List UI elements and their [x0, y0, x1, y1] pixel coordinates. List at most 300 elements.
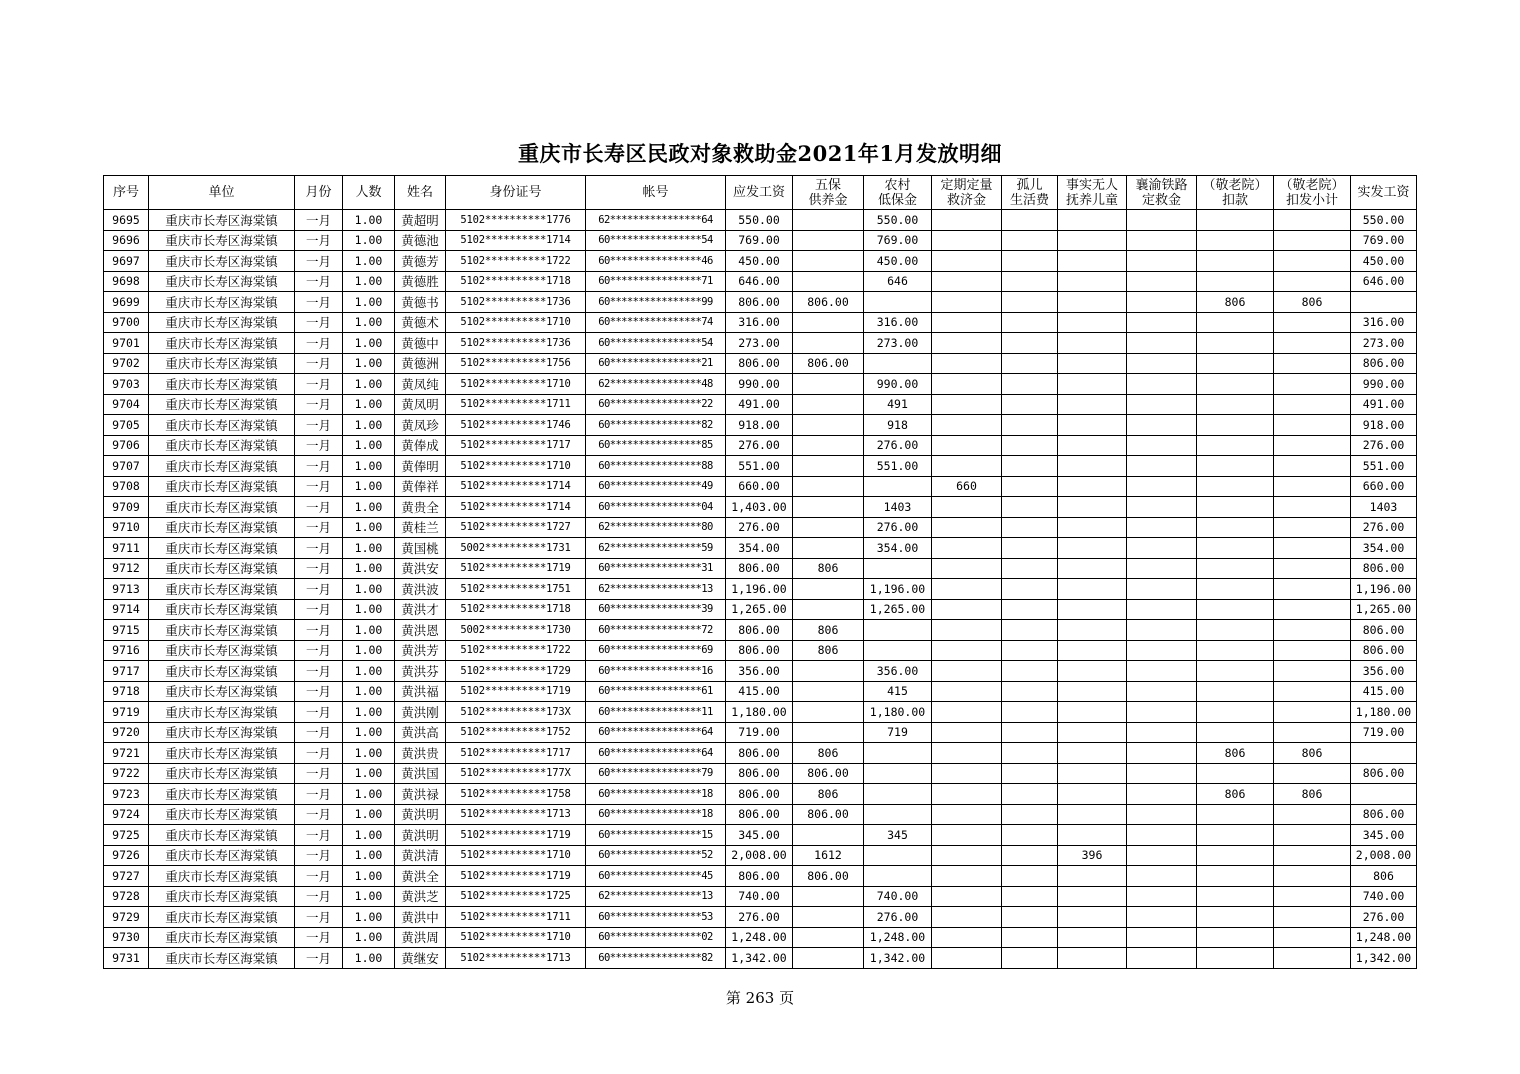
table-cell — [1127, 886, 1197, 907]
table-cell: 551.00 — [726, 456, 793, 477]
table-cell: 一月 — [295, 415, 343, 436]
table-cell — [1274, 620, 1351, 641]
table-cell — [1002, 558, 1058, 579]
table-cell — [864, 784, 932, 805]
table-cell: 9708 — [104, 476, 149, 497]
table-cell: 1,196.00 — [864, 579, 932, 600]
table-cell: 黄德芳 — [395, 251, 446, 272]
table-cell — [1058, 251, 1127, 272]
table-cell — [1197, 661, 1274, 682]
table-cell: 5102**********1746 — [446, 415, 586, 436]
table-cell — [793, 435, 864, 456]
table-cell: 806 — [793, 558, 864, 579]
table-cell — [1197, 825, 1274, 846]
table-row — [104, 599, 1417, 620]
table-cell — [1351, 292, 1417, 313]
table-cell: 5102**********1751 — [446, 579, 586, 600]
table-cell — [932, 702, 1002, 723]
table-cell — [1274, 599, 1351, 620]
table-cell: 一月 — [295, 599, 343, 620]
table-cell: 276.00 — [726, 435, 793, 456]
table-cell — [1127, 312, 1197, 333]
table-cell: 1,265.00 — [864, 599, 932, 620]
table-cell: 740.00 — [726, 886, 793, 907]
table-cell: 5102**********1719 — [446, 558, 586, 579]
table-cell — [1274, 251, 1351, 272]
table-cell: 1.00 — [343, 825, 395, 846]
table-cell: 60****************18 — [586, 784, 726, 805]
table-cell: 60****************02 — [586, 927, 726, 948]
table-cell: 9731 — [104, 948, 149, 969]
column-header: 应发工资 — [726, 176, 793, 210]
table-cell — [1058, 271, 1127, 292]
table-cell — [1197, 702, 1274, 723]
table-cell — [1197, 927, 1274, 948]
table-cell: 一月 — [295, 702, 343, 723]
table-cell — [1002, 907, 1058, 928]
table-cell: 黄洪刚 — [395, 702, 446, 723]
table-cell: 9698 — [104, 271, 149, 292]
table-cell: 1403 — [864, 497, 932, 518]
table-cell: 重庆市长寿区海棠镇 — [149, 579, 295, 600]
table-cell: 806 — [1351, 866, 1417, 887]
table-cell: 9713 — [104, 579, 149, 600]
table-cell — [1002, 456, 1058, 477]
table-cell: 5102**********1719 — [446, 681, 586, 702]
table-cell: 1,248.00 — [1351, 927, 1417, 948]
table-cell — [1127, 702, 1197, 723]
table-row — [104, 681, 1417, 702]
table-cell — [1058, 927, 1127, 948]
table-cell: 356.00 — [864, 661, 932, 682]
table-cell: 806.00 — [726, 558, 793, 579]
table-cell: 60****************85 — [586, 435, 726, 456]
table-cell: 一月 — [295, 743, 343, 764]
table-cell: 5102**********1729 — [446, 661, 586, 682]
table-cell — [793, 251, 864, 272]
table-cell: 黄凤纯 — [395, 374, 446, 395]
table-cell — [1197, 230, 1274, 251]
table-cell — [793, 230, 864, 251]
table-cell: 273.00 — [1351, 333, 1417, 354]
table-cell: 1.00 — [343, 784, 395, 805]
table-cell: 345.00 — [726, 825, 793, 846]
table-cell: 重庆市长寿区海棠镇 — [149, 497, 295, 518]
table-cell: 356.00 — [726, 661, 793, 682]
table-row — [104, 579, 1417, 600]
table-cell — [1127, 579, 1197, 600]
table-cell: 1,403.00 — [726, 497, 793, 518]
table-cell — [1002, 210, 1058, 231]
table-cell: 806.00 — [793, 866, 864, 887]
table-cell: 806 — [1274, 292, 1351, 313]
table-cell: 806.00 — [726, 353, 793, 374]
table-body — [104, 210, 1417, 969]
table-cell — [1127, 948, 1197, 969]
table-cell: 重庆市长寿区海棠镇 — [149, 476, 295, 497]
table-cell: 918.00 — [726, 415, 793, 436]
table-cell: 黄俸祥 — [395, 476, 446, 497]
table-cell — [1058, 333, 1127, 354]
table-cell — [1058, 415, 1127, 436]
table-cell: 5102**********1717 — [446, 743, 586, 764]
table-cell — [932, 599, 1002, 620]
table-cell: 5102**********1714 — [446, 497, 586, 518]
table-cell — [1127, 210, 1197, 231]
table-cell: 9725 — [104, 825, 149, 846]
table-cell: 9716 — [104, 640, 149, 661]
table-cell — [1002, 497, 1058, 518]
table-cell: 重庆市长寿区海棠镇 — [149, 599, 295, 620]
table-cell — [1058, 722, 1127, 743]
table-cell: 806 — [793, 743, 864, 764]
table-cell — [1127, 394, 1197, 415]
table-cell: 5102**********1717 — [446, 435, 586, 456]
table-cell: 276.00 — [1351, 907, 1417, 928]
table-cell: 一月 — [295, 845, 343, 866]
table-cell: 9711 — [104, 538, 149, 559]
table-cell — [1002, 374, 1058, 395]
table-cell: 5102**********1776 — [446, 210, 586, 231]
table-cell — [1002, 599, 1058, 620]
table-row — [104, 948, 1417, 969]
table-cell: 一月 — [295, 763, 343, 784]
table-row — [104, 333, 1417, 354]
table-cell — [1002, 722, 1058, 743]
table-cell: 黄俸成 — [395, 435, 446, 456]
table-cell: 一月 — [295, 866, 343, 887]
table-cell — [793, 948, 864, 969]
table-cell — [1197, 435, 1274, 456]
table-cell: 660.00 — [726, 476, 793, 497]
table-cell: 5102**********177X — [446, 763, 586, 784]
table-cell: 黄俸明 — [395, 456, 446, 477]
table-cell: 1612 — [793, 845, 864, 866]
table-row — [104, 763, 1417, 784]
table-cell — [1274, 353, 1351, 374]
table-cell: 重庆市长寿区海棠镇 — [149, 763, 295, 784]
table-cell — [1274, 866, 1351, 887]
table-cell: 一月 — [295, 681, 343, 702]
table-cell: 9702 — [104, 353, 149, 374]
table-cell — [1127, 907, 1197, 928]
table-cell — [793, 394, 864, 415]
table-cell — [932, 907, 1002, 928]
table-cell: 806.00 — [793, 353, 864, 374]
table-cell: 5102**********1722 — [446, 640, 586, 661]
table-cell: 276.00 — [1351, 517, 1417, 538]
table-cell — [1002, 825, 1058, 846]
table-cell: 黄桂兰 — [395, 517, 446, 538]
table-cell — [1197, 907, 1274, 928]
table-cell — [1127, 866, 1197, 887]
table-cell — [1197, 681, 1274, 702]
table-cell — [1351, 743, 1417, 764]
table-cell: 450.00 — [864, 251, 932, 272]
column-header: （敬老院） 扣款 — [1197, 176, 1274, 210]
table-cell: 9721 — [104, 743, 149, 764]
table-cell: 918 — [864, 415, 932, 436]
table-cell: 354.00 — [864, 538, 932, 559]
table-cell: 黄贵全 — [395, 497, 446, 518]
table-cell — [1274, 435, 1351, 456]
table-cell — [1058, 230, 1127, 251]
table-cell — [1351, 784, 1417, 805]
table-cell: 806 — [1274, 784, 1351, 805]
table-cell: 1,265.00 — [726, 599, 793, 620]
table-cell — [1058, 538, 1127, 559]
table-row — [104, 743, 1417, 764]
table-cell: 重庆市长寿区海棠镇 — [149, 784, 295, 805]
table-cell — [1002, 743, 1058, 764]
table-cell: 1.00 — [343, 804, 395, 825]
table-row — [104, 435, 1417, 456]
table-cell — [1058, 620, 1127, 641]
table-cell — [1002, 415, 1058, 436]
table-cell — [1058, 353, 1127, 374]
table-cell — [793, 333, 864, 354]
table-cell — [1197, 271, 1274, 292]
table-cell: 重庆市长寿区海棠镇 — [149, 907, 295, 928]
table-cell: 918.00 — [1351, 415, 1417, 436]
table-cell — [1127, 435, 1197, 456]
table-row — [104, 312, 1417, 333]
table-cell — [793, 599, 864, 620]
table-cell — [793, 886, 864, 907]
table-cell: 1.00 — [343, 292, 395, 313]
table-cell: 646 — [864, 271, 932, 292]
table-cell — [793, 312, 864, 333]
table-row — [104, 230, 1417, 251]
table-cell — [864, 845, 932, 866]
table-cell — [1274, 456, 1351, 477]
table-cell: 一月 — [295, 333, 343, 354]
table-cell: 一月 — [295, 476, 343, 497]
table-row — [104, 804, 1417, 825]
table-cell: 60****************31 — [586, 558, 726, 579]
table-cell: 5102**********1710 — [446, 927, 586, 948]
table-cell — [1197, 497, 1274, 518]
table-cell — [932, 497, 1002, 518]
table-cell: 5002**********1730 — [446, 620, 586, 641]
table-row — [104, 722, 1417, 743]
table-cell: 一月 — [295, 538, 343, 559]
table-cell — [1002, 230, 1058, 251]
table-cell: 60****************52 — [586, 845, 726, 866]
table-cell — [1197, 579, 1274, 600]
table-cell — [1197, 538, 1274, 559]
table-cell: 一月 — [295, 394, 343, 415]
column-header: 姓名 — [395, 176, 446, 210]
column-header: （敬老院） 扣发小计 — [1274, 176, 1351, 210]
column-header: 身份证号 — [446, 176, 586, 210]
table-cell — [1002, 394, 1058, 415]
table-cell — [864, 353, 932, 374]
table-cell: 1.00 — [343, 763, 395, 784]
table-cell: 60****************39 — [586, 599, 726, 620]
table-cell — [932, 620, 1002, 641]
table-cell: 806.00 — [1351, 620, 1417, 641]
column-header: 人数 — [343, 176, 395, 210]
table-cell — [793, 907, 864, 928]
table-cell: 黄德书 — [395, 292, 446, 313]
table-cell: 1.00 — [343, 517, 395, 538]
table-cell: 60****************15 — [586, 825, 726, 846]
table-cell: 62****************13 — [586, 579, 726, 600]
table-cell: 5102**********1711 — [446, 907, 586, 928]
table-cell: 黄洪福 — [395, 681, 446, 702]
table-cell — [1002, 538, 1058, 559]
table-cell — [1127, 784, 1197, 805]
table-cell: 黄洪芳 — [395, 640, 446, 661]
table-cell: 5102**********1710 — [446, 312, 586, 333]
table-cell — [793, 497, 864, 518]
table-cell: 450.00 — [726, 251, 793, 272]
table-cell: 重庆市长寿区海棠镇 — [149, 927, 295, 948]
table-cell — [1197, 886, 1274, 907]
table-cell — [864, 292, 932, 313]
table-cell: 重庆市长寿区海棠镇 — [149, 845, 295, 866]
table-cell — [1058, 640, 1127, 661]
table-cell — [932, 230, 1002, 251]
table-cell — [1197, 415, 1274, 436]
table-cell — [932, 722, 1002, 743]
table-cell — [932, 333, 1002, 354]
table-cell: 806 — [1197, 743, 1274, 764]
table-cell: 646.00 — [1351, 271, 1417, 292]
table-cell: 一月 — [295, 353, 343, 374]
table-cell — [1274, 907, 1351, 928]
table-cell — [1197, 517, 1274, 538]
table-cell — [1002, 886, 1058, 907]
table-cell: 9719 — [104, 702, 149, 723]
table-cell: 806 — [1197, 784, 1274, 805]
table-cell — [1274, 681, 1351, 702]
table-cell: 一月 — [295, 804, 343, 825]
table-cell — [1127, 456, 1197, 477]
table-cell: 806.00 — [793, 292, 864, 313]
table-cell: 1,342.00 — [726, 948, 793, 969]
table-cell — [1197, 251, 1274, 272]
table-cell: 660.00 — [1351, 476, 1417, 497]
table-header-row — [104, 176, 1417, 210]
table-cell: 2,008.00 — [1351, 845, 1417, 866]
table-cell: 1.00 — [343, 743, 395, 764]
table-cell — [793, 579, 864, 600]
table-cell: 1.00 — [343, 210, 395, 231]
table-cell: 2,008.00 — [726, 845, 793, 866]
table-cell — [1058, 702, 1127, 723]
table-cell — [1002, 702, 1058, 723]
table-cell — [1197, 374, 1274, 395]
table-cell — [1058, 394, 1127, 415]
table-cell: 1.00 — [343, 681, 395, 702]
table-cell — [1058, 804, 1127, 825]
table-cell: 重庆市长寿区海棠镇 — [149, 517, 295, 538]
table-cell: 一月 — [295, 251, 343, 272]
table-cell: 黄凤明 — [395, 394, 446, 415]
table-cell: 黄洪高 — [395, 722, 446, 743]
table-cell: 1.00 — [343, 435, 395, 456]
table-cell — [932, 845, 1002, 866]
table-cell — [1274, 722, 1351, 743]
table-cell: 5102**********1713 — [446, 948, 586, 969]
table-cell — [1274, 230, 1351, 251]
table-row — [104, 210, 1417, 231]
table-cell — [932, 804, 1002, 825]
table-cell: 一月 — [295, 907, 343, 928]
table-cell — [1274, 517, 1351, 538]
table-cell: 60****************45 — [586, 866, 726, 887]
table-cell: 9699 — [104, 292, 149, 313]
table-cell: 806.00 — [793, 763, 864, 784]
table-cell: 740.00 — [1351, 886, 1417, 907]
table-cell — [1127, 804, 1197, 825]
relief-payment-table — [103, 175, 1417, 969]
table-cell: 769.00 — [1351, 230, 1417, 251]
column-header: 五保 供养金 — [793, 176, 864, 210]
table-cell: 1.00 — [343, 538, 395, 559]
table-cell — [932, 517, 1002, 538]
table-cell: 一月 — [295, 825, 343, 846]
table-cell — [793, 538, 864, 559]
table-cell: 450.00 — [1351, 251, 1417, 272]
table-row — [104, 497, 1417, 518]
table-cell: 316.00 — [864, 312, 932, 333]
table-cell: 一月 — [295, 722, 343, 743]
table-cell — [1274, 415, 1351, 436]
table-cell: 491.00 — [1351, 394, 1417, 415]
table-cell — [1127, 353, 1197, 374]
table-cell — [1058, 497, 1127, 518]
table-cell: 黄洪明 — [395, 825, 446, 846]
table-cell: 1.00 — [343, 374, 395, 395]
table-row — [104, 702, 1417, 723]
table-cell — [1002, 845, 1058, 866]
table-cell: 5102**********1718 — [446, 599, 586, 620]
table-cell: 重庆市长寿区海棠镇 — [149, 374, 295, 395]
table-cell: 1.00 — [343, 476, 395, 497]
table-cell: 491 — [864, 394, 932, 415]
table-cell: 黄洪禄 — [395, 784, 446, 805]
table-cell: 1,265.00 — [1351, 599, 1417, 620]
table-cell: 1.00 — [343, 312, 395, 333]
table-cell — [932, 886, 1002, 907]
table-cell: 重庆市长寿区海棠镇 — [149, 702, 295, 723]
table-row — [104, 517, 1417, 538]
table-cell: 1.00 — [343, 845, 395, 866]
table-cell — [864, 866, 932, 887]
table-cell: 9726 — [104, 845, 149, 866]
table-row — [104, 558, 1417, 579]
table-cell: 重庆市长寿区海棠镇 — [149, 948, 295, 969]
table-cell — [1058, 825, 1127, 846]
table-cell: 黄洪贵 — [395, 743, 446, 764]
table-cell: 9709 — [104, 497, 149, 518]
table-cell: 1.00 — [343, 661, 395, 682]
table-cell: 9720 — [104, 722, 149, 743]
table-cell — [1127, 476, 1197, 497]
table-cell: 5102**********1719 — [446, 866, 586, 887]
table-cell: 重庆市长寿区海棠镇 — [149, 825, 295, 846]
table-cell: 5102**********1710 — [446, 845, 586, 866]
table-cell — [932, 292, 1002, 313]
table-row — [104, 927, 1417, 948]
table-cell: 719 — [864, 722, 932, 743]
table-cell: 9696 — [104, 230, 149, 251]
table-cell: 356.00 — [1351, 661, 1417, 682]
table-cell: 一月 — [295, 927, 343, 948]
